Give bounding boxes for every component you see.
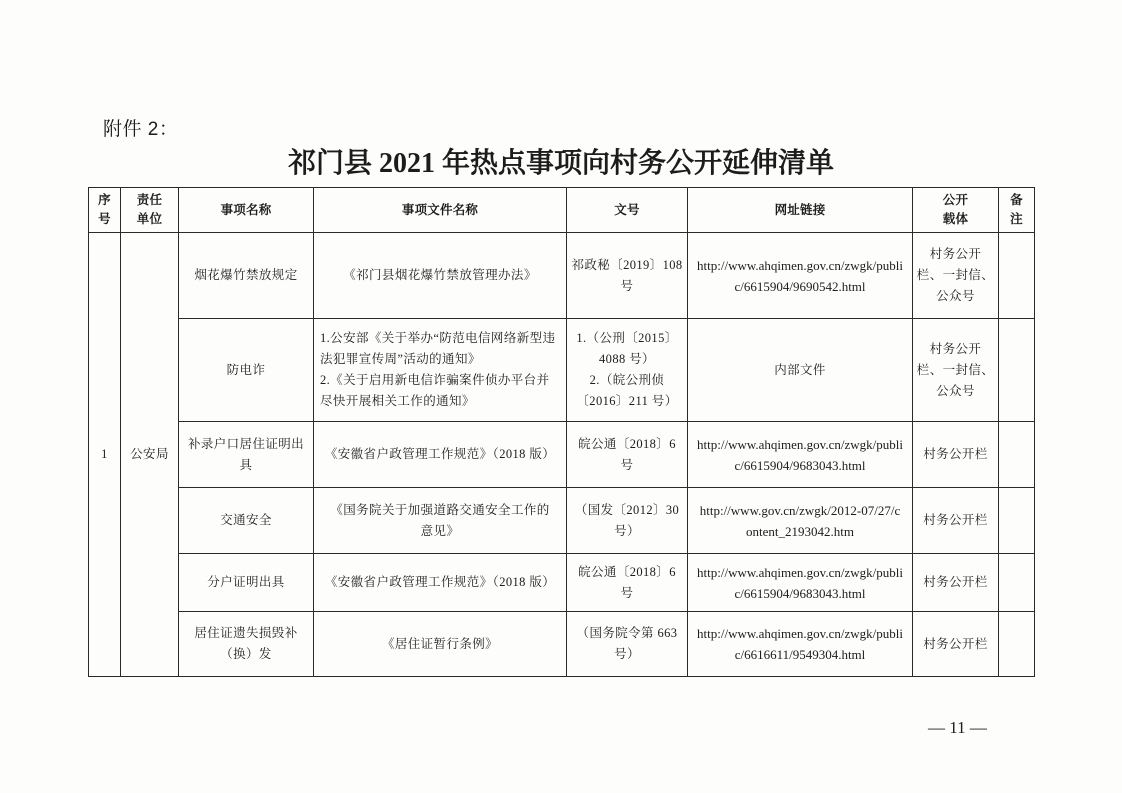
header-index-line: 序 bbox=[98, 193, 111, 207]
item-name-line: 烟花爆竹禁放规定 bbox=[194, 268, 298, 282]
doc-number-cell bbox=[567, 554, 688, 612]
doc-number-cell bbox=[567, 488, 688, 554]
remarks-cell bbox=[999, 554, 1035, 612]
header-item: 事项名称 bbox=[179, 188, 314, 233]
channel-line: 村务公开栏 bbox=[923, 513, 988, 527]
item-name-cell bbox=[179, 488, 314, 554]
document-name-line: 法犯罪宣传周”活动的通知》 bbox=[320, 352, 481, 366]
item-name-cell bbox=[179, 319, 314, 422]
doc-number-line: （国发〔2012〕30 bbox=[574, 502, 680, 517]
channel-cell bbox=[913, 233, 999, 319]
channel-line: 村务公开栏 bbox=[923, 575, 988, 589]
url-line: c/6615904/9690542.html bbox=[734, 278, 866, 294]
channel-line: 公众号 bbox=[936, 289, 975, 303]
channel-line: 栏、一封信、 bbox=[916, 362, 995, 377]
doc-number-line: 号 bbox=[620, 585, 634, 600]
url-line: http://www.ahqimen.gov.cn/zwgk/publi bbox=[697, 436, 903, 452]
document-name-line: 2.《关于启用新电信诈骗案件侦办平台并 bbox=[320, 373, 550, 387]
header-index bbox=[89, 188, 121, 233]
url-line: ontent_2193042.htm bbox=[746, 523, 854, 539]
header-channel-line: 公开 bbox=[942, 193, 969, 207]
url-line: http://www.ahqimen.gov.cn/zwgk/publi bbox=[697, 257, 903, 273]
url-line: http://www.ahqimen.gov.cn/zwgk/publi bbox=[697, 564, 903, 580]
channel-cell bbox=[913, 422, 999, 488]
doc-number-cell bbox=[567, 422, 688, 488]
remarks-cell bbox=[999, 319, 1035, 422]
table-row bbox=[89, 422, 1035, 488]
item-name-line: 交通安全 bbox=[220, 513, 272, 527]
table-row bbox=[89, 233, 1035, 319]
doc-number-line: 4088 号） bbox=[599, 352, 655, 366]
document-name-cell bbox=[314, 554, 567, 612]
page-number: — 11 — bbox=[928, 718, 987, 737]
doc-number-line: 皖公通〔2018〕6 bbox=[578, 436, 676, 451]
url-cell bbox=[688, 233, 913, 319]
doc-number-line: 1.（公刑〔2015〕 bbox=[576, 331, 678, 345]
document-name-line: 《安徽省户政管理工作规范》（2018 版） bbox=[324, 447, 556, 461]
remarks-cell bbox=[999, 488, 1035, 554]
doc-number-line: 祁政秘〔2019〕108 bbox=[571, 257, 683, 272]
document-name-cell bbox=[314, 233, 567, 319]
document-name-line: 1.公安部《关于举办“防范电信网络新型违 bbox=[320, 331, 556, 345]
url-line: c/6615904/9683043.html bbox=[734, 457, 866, 473]
url-cell bbox=[688, 319, 913, 422]
table-row bbox=[89, 319, 1035, 422]
header-remarks bbox=[999, 188, 1035, 233]
url-cell bbox=[688, 554, 913, 612]
item-name-line: 分户证明出具 bbox=[207, 575, 285, 589]
header-url: 网址链接 bbox=[688, 188, 913, 233]
doc-number-line: 号） bbox=[614, 647, 640, 661]
table-row bbox=[89, 612, 1035, 677]
header-unit-line: 单位 bbox=[136, 212, 163, 226]
item-name-line: 具 bbox=[239, 457, 253, 472]
channel-cell bbox=[913, 612, 999, 677]
doc-number-cell bbox=[567, 612, 688, 677]
channel-cell bbox=[913, 554, 999, 612]
doc-number-cell bbox=[567, 233, 688, 319]
item-name-cell bbox=[179, 422, 314, 488]
item-name-cell bbox=[179, 554, 314, 612]
doc-number-line: 皖公通〔2018〕6 bbox=[578, 564, 676, 579]
channel-line: 村务公开栏 bbox=[923, 447, 988, 461]
doc-number-line: 2.（皖公刑侦 bbox=[589, 373, 665, 387]
table-row bbox=[89, 488, 1035, 554]
channel-line: 村务公开栏 bbox=[923, 636, 988, 651]
url-line: http://www.gov.cn/zwgk/2012-07/27/c bbox=[699, 502, 901, 518]
header-unit bbox=[121, 188, 179, 233]
document-name-cell bbox=[314, 422, 567, 488]
data-table bbox=[88, 187, 1035, 677]
channel-line: 村务公开 bbox=[929, 247, 982, 261]
url-cell bbox=[688, 488, 913, 554]
item-name-cell bbox=[179, 233, 314, 319]
url-cell bbox=[688, 612, 913, 677]
doc-number-cell bbox=[567, 319, 688, 422]
row-index-cell: 1 bbox=[89, 233, 121, 677]
channel-cell bbox=[913, 319, 999, 422]
header-unit-line: 责任 bbox=[136, 193, 163, 207]
doc-number-line: 号） bbox=[614, 523, 640, 538]
doc-number-line: 〔2016〕211 号） bbox=[576, 394, 678, 408]
url-line: http://www.ahqimen.gov.cn/zwgk/publi bbox=[697, 626, 903, 641]
document-name-line: 意见》 bbox=[420, 523, 460, 538]
document-name-cell bbox=[314, 319, 567, 422]
item-name-cell bbox=[179, 612, 314, 677]
channel-line: 村务公开 bbox=[929, 341, 982, 356]
doc-number-line: （国务院令第 663 bbox=[576, 626, 678, 640]
document-name-cell bbox=[314, 488, 567, 554]
channel-cell bbox=[913, 488, 999, 554]
header-remarks-line: 注 bbox=[1010, 212, 1023, 226]
document-name-line: 《祁门县烟花爆竹禁放管理办法》 bbox=[343, 268, 537, 282]
document-title: 祁门县 2021 年热点事项向村务公开延伸清单 bbox=[287, 148, 834, 179]
channel-line: 栏、一封信、 bbox=[916, 268, 995, 282]
header-document: 事项文件名称 bbox=[314, 188, 567, 233]
item-name-line: 补录户口居住证明出 bbox=[187, 436, 305, 451]
header-channel bbox=[913, 188, 999, 233]
table-row bbox=[89, 554, 1035, 612]
channel-line: 公众号 bbox=[936, 383, 975, 398]
header-row bbox=[89, 188, 1035, 233]
doc-number-line: 号 bbox=[620, 457, 634, 472]
remarks-cell bbox=[999, 612, 1035, 677]
url-line: c/6616611/9549304.html bbox=[734, 647, 866, 662]
remarks-cell bbox=[999, 233, 1035, 319]
document-name-line: 《居住证暂行条例》 bbox=[381, 636, 499, 651]
remarks-cell bbox=[999, 422, 1035, 488]
header-remarks-line: 备 bbox=[1010, 193, 1023, 207]
document-name-cell bbox=[314, 612, 567, 677]
item-name-line: （换）发 bbox=[220, 647, 272, 661]
responsible-unit-cell: 公安局 bbox=[121, 233, 179, 677]
url-cell bbox=[688, 422, 913, 488]
item-name-line: 居住证遗失损毁补 bbox=[194, 626, 298, 640]
url-line: c/6615904/9683043.html bbox=[734, 585, 866, 601]
header-channel-line: 载体 bbox=[942, 212, 969, 226]
item-name-line: 防电诈 bbox=[226, 362, 266, 377]
doc-number-line: 号 bbox=[620, 278, 634, 293]
document-name-line: 《安徽省户政管理工作规范》（2018 版） bbox=[324, 575, 556, 589]
url-line: 内部文件 bbox=[774, 362, 826, 377]
header-index-line: 号 bbox=[98, 212, 111, 226]
document-name-line: 《国务院关于加强道路交通安全工作的 bbox=[330, 502, 550, 517]
header-doc-number: 文号 bbox=[567, 188, 688, 233]
attachment-label: 附件 2： bbox=[103, 119, 179, 140]
document-name-line: 尽快开展相关工作的通知》 bbox=[320, 394, 475, 408]
